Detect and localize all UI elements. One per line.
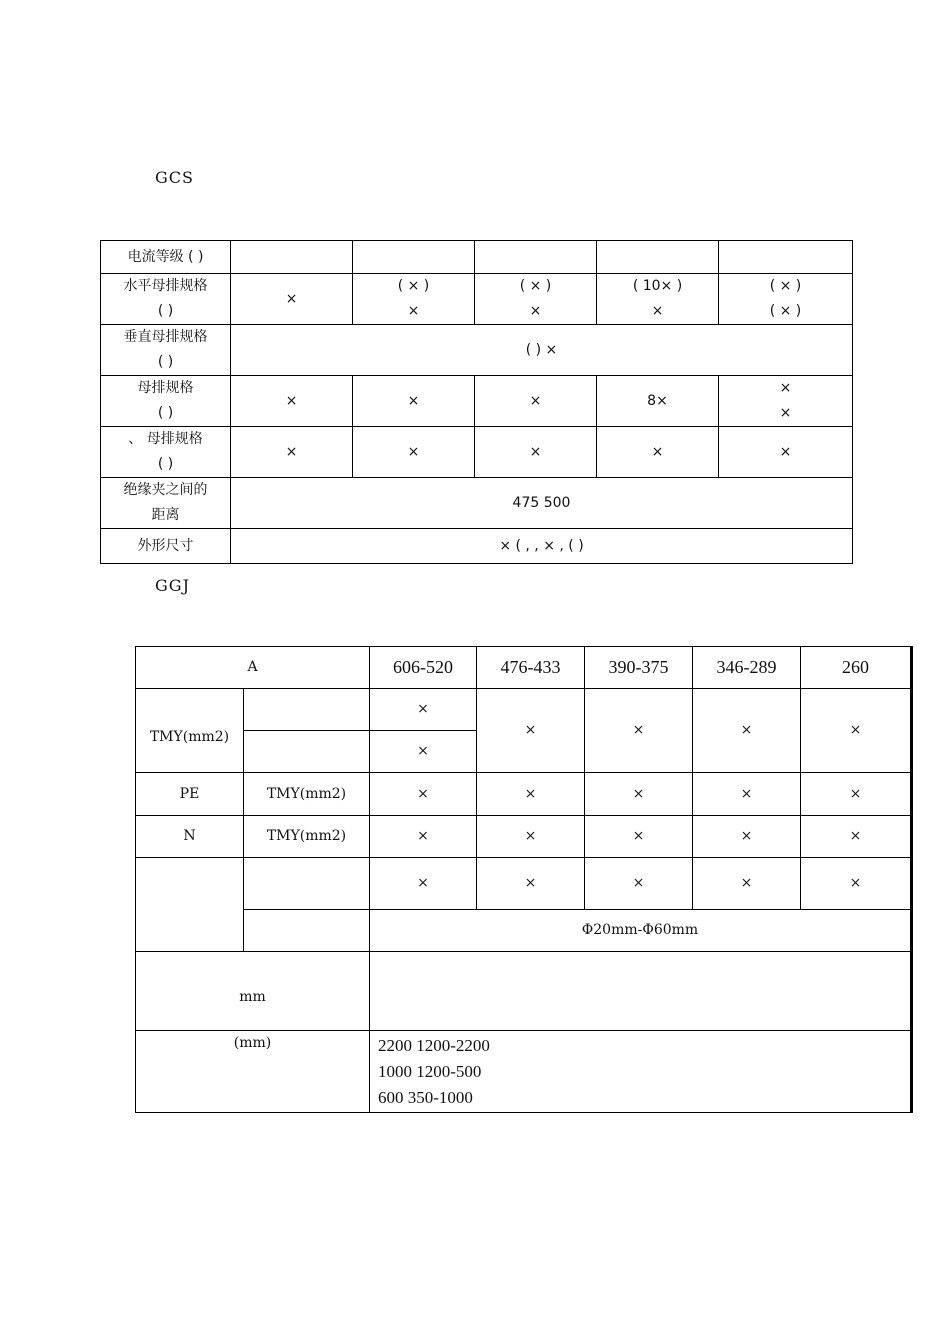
table-cell: ×: [693, 689, 801, 773]
table-cell: ×: [801, 689, 912, 773]
table-row: [136, 647, 912, 689]
table-cell: ×: [477, 773, 585, 816]
group-sub-b: [244, 910, 370, 952]
table-row: [101, 376, 853, 427]
table-row: [101, 529, 853, 564]
table-cell: ×: [475, 376, 597, 427]
table-cell: ×: [353, 376, 475, 427]
ggj-busbar-table: [135, 646, 913, 1113]
header-col: 260: [801, 647, 912, 689]
table-cell-span: [370, 952, 912, 1031]
table-cell: ×: [370, 858, 477, 910]
n-unit: TMY(mm2): [244, 816, 370, 858]
row-label: 电流等级 ( ): [101, 241, 231, 274]
size-label: (mm): [136, 1031, 370, 1113]
table-cell: ( × ) ( × ): [719, 274, 853, 325]
table-row: [101, 241, 853, 274]
table-row: [101, 325, 853, 376]
table-cell: ×: [801, 858, 912, 910]
table-row: [136, 910, 912, 952]
table-cell: [353, 241, 475, 274]
table-row: [101, 274, 853, 325]
table-cell: ×: [801, 816, 912, 858]
table-cell: ×: [370, 689, 477, 731]
main-busbar-label: TMY(mm2): [136, 689, 244, 773]
n-label: N: [136, 816, 244, 858]
table-cell: ×: [477, 858, 585, 910]
table-cell: [231, 241, 353, 274]
table-cell: ×: [585, 689, 693, 773]
table-row: [136, 816, 912, 858]
table-cell: ×: [585, 773, 693, 816]
table-row: [101, 478, 853, 529]
table-cell: ( 10× ) ×: [597, 274, 719, 325]
table-cell: [597, 241, 719, 274]
group-sub-a: [244, 858, 370, 910]
table-cell: ( × ) ×: [475, 274, 597, 325]
table-cell: ×: [585, 816, 693, 858]
header-col: 390-375: [585, 647, 693, 689]
table-cell: ×: [475, 427, 597, 478]
header-col: 346-289: [693, 647, 801, 689]
table-cell: ( × ) ×: [353, 274, 475, 325]
table-cell: ×: [597, 427, 719, 478]
row-label: 绝缘夹之间的 距离: [101, 478, 231, 529]
table-cell: ×: [231, 274, 353, 325]
table-cell-span: × ( , , × , ( ): [231, 529, 853, 564]
header-label: A: [136, 647, 370, 689]
gcs-heading: [155, 168, 194, 187]
ggj-heading-text: GGJ: [155, 576, 190, 595]
table-cell: ×: [231, 427, 353, 478]
row-label: 外形尺寸: [101, 529, 231, 564]
main-sub-a: [244, 689, 370, 731]
table-cell-span: 475 500: [231, 478, 853, 529]
table-cell-span: Φ20mm-Φ60mm: [370, 910, 912, 952]
gcs-busbar-table: [100, 240, 853, 564]
table-cell: ×: [693, 816, 801, 858]
table-row: [136, 1031, 912, 1113]
header-col: 476-433: [477, 647, 585, 689]
table-cell: ×: [693, 773, 801, 816]
table-cell: ×: [353, 427, 475, 478]
gcs-heading-text: GCS: [155, 168, 194, 187]
table-row: [136, 689, 912, 731]
row-label: 、 母排规格 ( ): [101, 427, 231, 478]
table-cell: ×: [370, 816, 477, 858]
table-cell: ×: [585, 858, 693, 910]
size-values: 2200 1200-2200 1000 1200-500 600 350-1000: [370, 1031, 912, 1113]
row-label: 母排规格 ( ): [101, 376, 231, 427]
table-cell: ×: [231, 376, 353, 427]
table-cell: ×: [477, 816, 585, 858]
table-cell: 8×: [597, 376, 719, 427]
row-label: 垂直母排规格 ( ): [101, 325, 231, 376]
ggj-heading: [155, 576, 190, 595]
header-col: 606-520: [370, 647, 477, 689]
table-row: [101, 427, 853, 478]
table-cell: ×: [370, 731, 477, 773]
pe-label: PE: [136, 773, 244, 816]
table-cell: [719, 241, 853, 274]
table-cell: ×: [477, 689, 585, 773]
table-cell: ×: [801, 773, 912, 816]
table-cell: ×: [693, 858, 801, 910]
group-label: [136, 858, 244, 952]
table-cell: ×: [370, 773, 477, 816]
row-label: 水平母排规格 ( ): [101, 274, 231, 325]
main-sub-b: [244, 731, 370, 773]
table-cell: [475, 241, 597, 274]
table-row: [136, 952, 912, 1031]
table-row: [136, 773, 912, 816]
table-row: [136, 858, 912, 910]
table-cell: × ×: [719, 376, 853, 427]
distance-label: mm: [136, 952, 370, 1031]
pe-unit: TMY(mm2): [244, 773, 370, 816]
table-cell: ×: [719, 427, 853, 478]
table-cell-span: ( ) ×: [231, 325, 853, 376]
